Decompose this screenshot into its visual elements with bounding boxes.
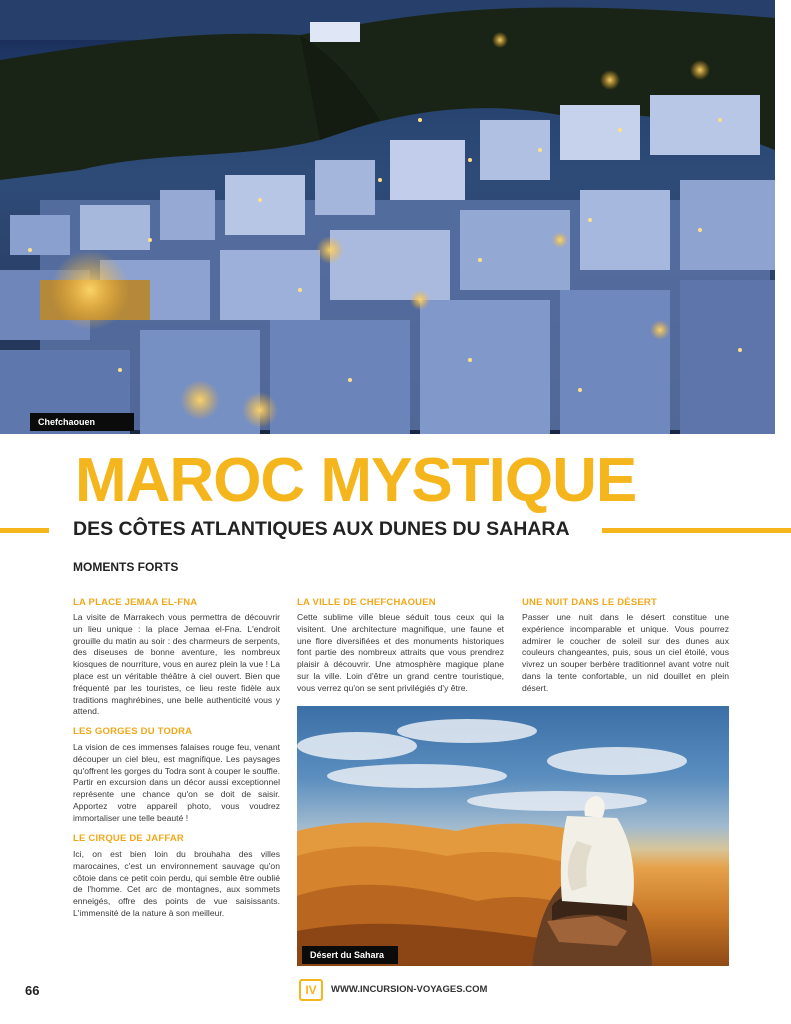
desert-caption: Désert du Sahara [302,946,398,964]
hero-illustration [0,0,775,434]
section-title-chefchaouen: LA VILLE DE CHEFCHAOUEN [297,597,436,608]
page-title: MAROC MYSTIQUE [75,446,637,515]
desert-photo [297,706,729,966]
hero-photo-chefchaouen [0,0,775,434]
section-body-jaffar: Ici, on est bien loin du brouhaha des villes marocaines, c'est un environnement sauvage qu'on côtoie dans ce petit coin perdu, qui semble être oublié de l'homme. Cet arc de montagnes, aux sommets enneigés, offre des points de vue saisissants. L'immensité de la nature à son meilleur. [73,849,280,918]
section-title-jemaa: LA PLACE JEMAA EL-FNA [73,597,198,608]
section-body-desert: Passer une nuit dans le désert constitue une expérience incomparable et unique. Vous pourrez admirer le coucher de soleil sur des dunes aux couleurs changeantes, puis, sous un ciel étoilé, vous vivrez un souper berbère traditionnel avant votre nuit dans la tente confortable, un nid douillet en plein désert. [522,612,729,693]
section-title-desert: UNE NUIT DANS LE DÉSERT [522,597,657,608]
moments-heading: MOMENTS FORTS [73,560,179,574]
incursion-logo: IV [299,979,323,1001]
title-rule-left [0,528,49,533]
section-title-todra: LES GORGES DU TODRA [73,726,193,737]
title-rule-right [602,528,791,533]
section-body-chefchaouen: Cette sublime ville bleue séduit tous ceux qui la visitent. Une architecture magnifique, une faune et une flore diversifiées et des monuments historiques font partie des nombreux attraits que vous prendrez plaisir à découvrir. Une atmosphère magique plane sur la ville. Loin d'être un grand centre touristique, vous verrez qu'on se sent privilégiés d'y être. [297,612,504,693]
page-number: 66 [25,983,40,998]
section-body-jemaa: La visite de Marrakech vous permettra de découvrir un lieu unique : la place Jemaa el-Fna. L'endroit grouille du matin au soir : des charmeurs de serpents, des diseuses de bonne aventure, les nombreux kiosques de nourriture, vous en aurez plein la vue ! La place est un véritable théâtre à ciel ouvert. Bien que fréquenté par les touristes, ce lieu reste fidèle aux traditions maghrébines, une belle authenticité vous y attend. [73,612,280,717]
desert-illustration [297,706,729,966]
section-title-jaffar: LE CIRQUE DE JAFFAR [73,833,184,844]
hero-caption: Chefchaouen [30,413,134,431]
section-body-todra: La vision de ces immenses falaises rouge feu, venant découper un ciel bleu, est magnifique. Les paysages qu'offrent les gorges du Todra sont à couper le souffle. Partir en excursion dans un décor aussi exceptionnel représente une chance qu'on se doit de saisir. Apportez votre appareil photo, vous voudrez immortaliser une telle beauté ! [73,742,280,823]
page-subtitle: DES CÔTES ATLANTIQUES AUX DUNES DU SAHARA [73,518,570,540]
website-link[interactable]: WWW.INCURSION-VOYAGES.COM [331,984,488,995]
